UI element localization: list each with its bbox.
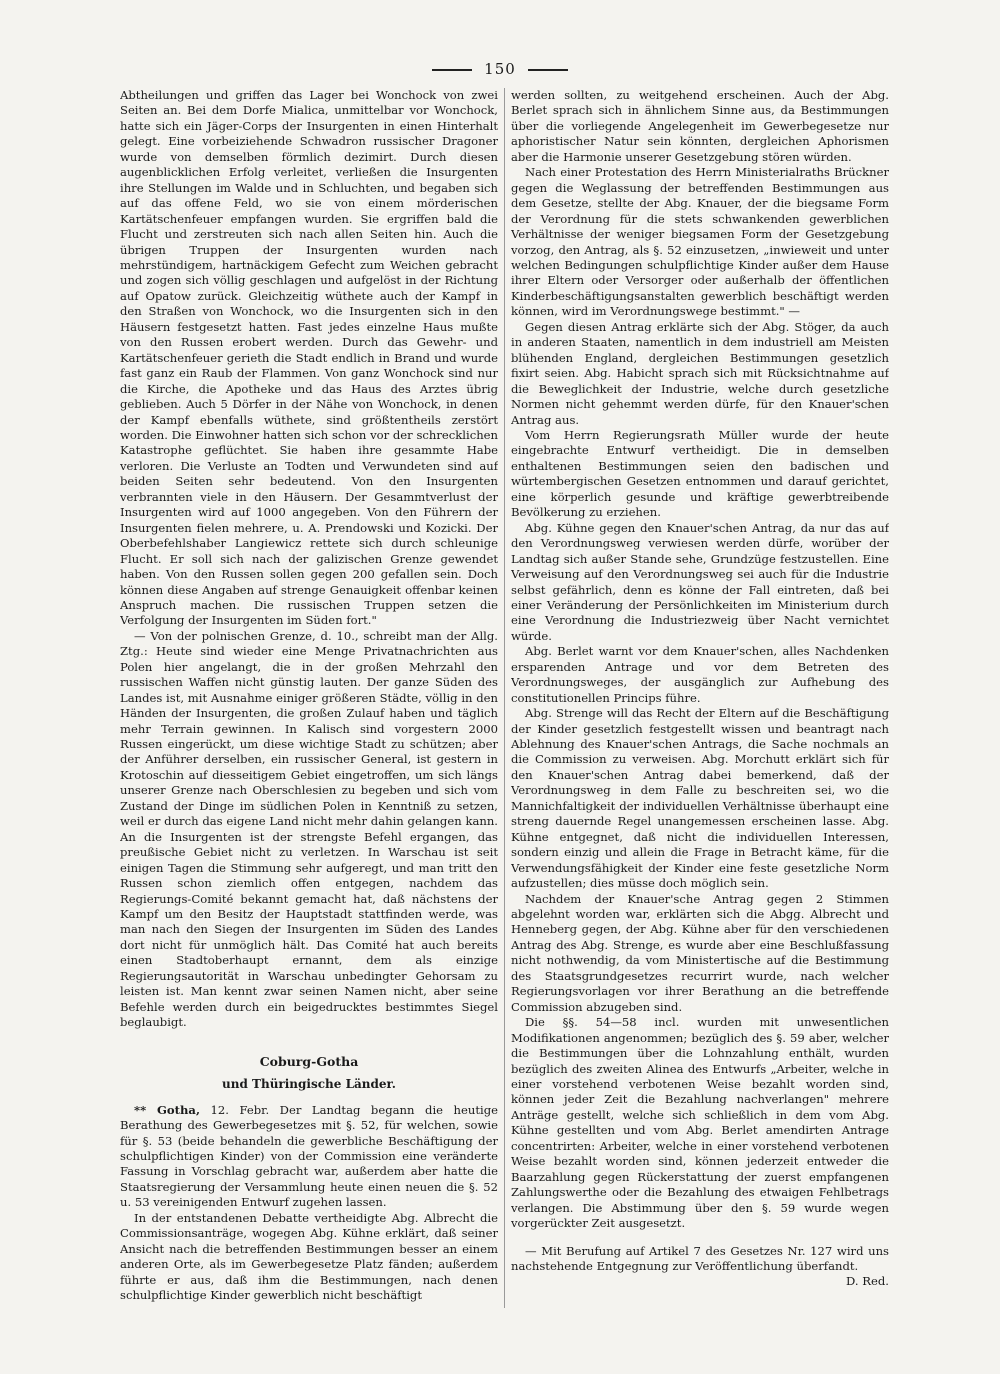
article-paragraph: In der entstandenen Debatte vertheidigte Abg. Albrecht die Commissionsanträge, wogegen Abg. Kühne erklärt, daß seiner Ansicht nach die betreffenden Bestimmungen besser an einem anderen Orte, als im Gewerbegesetze Platz fänden; außerdem führte er aus, daß ihm die Bestimmungen, nach denen schulpflichtige Kinder gewerblich nicht beschäftigt xyxy=(120,1210,498,1303)
article-paragraph: Abg. Berlet warnt vor dem Knauer'schen, alles Nachdenken ersparenden Antrage und vor dem Betreten des Verordnungsweges, der ausgänglich zur Aufhebung des constitutionellen Princips führe. xyxy=(511,644,889,705)
article-paragraph xyxy=(120,1103,498,1211)
section-heading: Coburg-Gotha xyxy=(259,1053,359,1069)
article-paragraph: Abg. Strenge will das Recht der Eltern auf die Beschäftigung der Kinder gesetzlich festgestellt wissen und beantragt nach Ablehnung des Knauer'schen Antrags, die Sache nochmals an die Commission zu verweisen. Abg. Morchutt erklärt sich für den Knauer'schen Antrag dabei bemerkend, daß der Verordnungsweg in dem Falle zu beschreiten sei, wo die Mannichfaltigkeit der individuellen Verhältnisse überhaupt eine streng dauernde Regel unangemessen erscheinen lasse. Abg. Kühne entgegnet, daß nicht die individuellen Interessen, sondern einzig und allein die Frage in Betracht käme, für die Verwendungsfähigkeit der Kinder eine feste gesetzliche Norm aufzustellen; dies müsse doch möglich sein. xyxy=(511,706,889,891)
editor-signature: D. Red. xyxy=(846,1274,889,1289)
page-number xyxy=(0,60,1000,78)
section-subheading: und Thüringische Länder. xyxy=(222,1076,396,1091)
dateline: ** Gotha, xyxy=(134,1102,200,1117)
article-paragraph: Nachdem der Knauer'sche Antrag gegen 2 Stimmen abgelehnt worden war, erklärten sich die Abgg. Albrecht und Henneberg gegen, der Abg. Kühne aber für den verschiedenen Antrag des Abg. Strenge, es wurde aber eine Beschlußfassung nicht nothwendig, da vom Ministertische auf die Bestimmung des Staatsgrundgesetzes recurrirt wurde, nach welcher Regierungsvorlagen vor ihrer Berathung an die betreffende Commission abzugeben sind. xyxy=(511,891,889,1014)
page-number-text: 150 xyxy=(484,60,516,78)
left-column xyxy=(120,88,498,1358)
article-paragraph: Abtheilungen und griffen das Lager bei Wonchock von zwei Seiten an. Bei dem Dorfe Mialica, unmittelbar vor Wonchock, hatte sich ein Jäger-Corps der Insurgenten in einen Hinterhalt gelegt. Eine vorbeiziehende Schwadron russischer Dragoner wurde von demselben förmlich dezimirt. Durch diesen augenblicklichen Erfolg verleitet, verließen die Insurgenten ihre Stellungen im Walde und in Schluchten, und begaben sich auf das offene Feld, wo sie von einem mörderischen Kartätschenfeuer empfangen wurden. Sie ergriffen bald die Flucht und zerstreuten sich nach allen Seiten hin. Auch die übrigen Truppen der Insurgenten wurden nach mehrstündigem, hartnäckigem Gefecht zum Weichen gebracht und zogen sich völlig geschlagen und aufgelöst in der Richtung auf Opatow zurück. Gleichzeitig wüthete auch der Kampf in den Straßen von Wonchock, wo die Insurgenten sich in den Häusern festgesetzt hatten. Fast jedes einzelne Haus mußte von den Russen erobert werden. Durch das Gewehr- und Kartätschenfeuer gerieth die Stadt endlich in Brand und wurde fast ganz ein Raub der Flammen. Von ganz Wonchock sind nur die Kirche, die Apotheke und das Haus des Arztes übrig geblieben. Auch 5 Dörfer in der Nähe von Wonchock, in denen der Kampf ebenfalls wüthete, sind größtentheils zerstört worden. Die Einwohner hatten sich schon vor der schrecklichen Katastrophe geflüchtet. Sie haben ihre gesammte Habe verloren. Die Verluste an Todten und Verwundeten sind auf beiden Seiten sehr bedeutend. Von den Insurgenten verbrannten viele in den Häusern. Der Gesammtverlust der Insurgenten wird auf 1000 angegeben. Von den Führern der Insurgenten fielen mehrere, u. A. Prendowski und Kozicki. Der Oberbefehlshaber Langiewicz rettete sich durch schleunige Flucht. Er soll sich nach der galizischen Grenze gewendet haben. Von den Russen sollen gegen 200 gefallen sein. Doch können diese Angaben auf strenge Genauigkeit offenbar keinen Anspruch machen. Die russischen Truppen setzen die Verfolgung der Insurgenten im Süden fort." xyxy=(120,88,498,628)
rule-left xyxy=(432,69,472,71)
article-paragraph: — Mit Berufung auf Artikel 7 des Gesetzes Nr. 127 wird uns nachstehende Entgegnung zur Veröffentlichung überfandt. xyxy=(511,1243,889,1273)
spacer xyxy=(511,1232,889,1244)
dateline-text: 12. Febr. Der Landtag begann die heutige Berathung des Gewerbegesetzes mit §. 52, für welchen, sowie für §. 53 (beide behandeln die gewerbliche Beschäftigung der schulpflichtigen Kinder) von der Commission eine veränderte Fassung in Vorschlag gebracht war, außerdem aber hatte die Staatsregierung der Versammlung heute einen neuen die §. 52 u. 53 vereinigenden Entwurf zugehen lassen. xyxy=(120,1102,498,1210)
right-column xyxy=(511,88,889,1358)
rule-right xyxy=(528,69,568,71)
article-paragraph: Vom Herrn Regierungsrath Müller wurde der heute eingebrachte Entwurf vertheidigt. Die in demselben enthaltenen Bestimmungen seien den badischen und würtembergischen Gesetzen entnommen und darauf gerichtet, eine körperlich gesunde und kräftige gewerbtreibende Bevölkerung zu erziehen. xyxy=(511,427,889,520)
article-paragraph: Abg. Kühne gegen den Knauer'schen Antrag, da nur das auf den Verordnungsweg verwiesen werden dürfe, worüber der Landtag sich außer Stande sehe, Grundzüge festzustellen. Eine Verweisung auf den Verordnungsweg sei auch für die Industrie selbst gefährlich, denn es könne der Fall eintreten, daß bei einer Veränderung der Persönlichkeiten im Ministerium durch eine Verordnung die Industriezweig über Nacht vernichtet würde. xyxy=(511,520,889,643)
column-divider xyxy=(504,88,505,1308)
article-paragraph: Gegen diesen Antrag erklärte sich der Abg. Stöger, da auch in anderen Staaten, namentlich in dem industriell am Meisten blühenden England, dergleichen Bestimmungen gesetzlich fixirt seien. Abg. Habicht sprach sich mit Rücksichtnahme auf die Beweglichkeit der Industrie, welche durch gesetzliche Normen nicht gehemmt werden dürfe, für den Knauer'schen Antrag aus. xyxy=(511,319,889,427)
article-paragraph: werden sollten, zu weitgehend erscheinen. Auch der Abg. Berlet sprach sich in ähnlichem Sinne aus, da Bestimmungen über die vorliegende Angelegenheit im Gewerbegesetze nur aphoristischer Natur sein könnten, dergleichen Aphorismen aber die Harmonie unserer Gesetzgebung stören würden. xyxy=(511,88,889,164)
article-paragraph: Nach einer Protestation des Herrn Ministerialraths Brückner gegen die Weglassung der betreffenden Bestimmungen aus dem Gesetze, stellte der Abg. Knauer, der die biegsame Form der Verordnung für die stets schwankenden gewerblichen Verhältnisse der weniger biegsamen Form der Gesetzgebung vorzog, den Antrag, als §. 52 einzusetzen, „inwieweit und unter welchen Bedingungen schulpflichtige Kinder außer dem Hause ihrer Eltern oder Versorger oder außerhalb der öffentlichen Kinderbeschäftigungsanstalten gewerblich beschäftigt werden können, wird im Verordnungswege bestimmt." — xyxy=(511,165,889,319)
article-paragraph: — Von der polnischen Grenze, d. 10., schreibt man der Allg. Ztg.: Heute sind wieder eine Menge Privatnachrichten aus Polen hier angelangt, die in der großen Mehrzahl den russischen Waffen nicht günstig lauten. Der ganze Süden des Landes ist, mit Ausnahme einiger größeren Städte, völlig in den Händen der Insurgenten, die großen Zulauf haben und täglich mehr Terrain gewinnen. In Kalisch sind vorgestern 2000 Russen eingerückt, um diese wichtige Stadt zu schützen; aber der Anführer derselben, ein russischer General, ist gestern in Krotoschin auf diesseitigem Gebiet eingetroffen, um sich längs unserer Grenze nach Oberschlesien zu begeben und sich vom Zustand der Dinge im südlichen Polen in Kenntniß zu setzen, weil er durch das eigene Land nicht mehr dahin gelangen kann. An die Insurgenten ist der strengste Befehl ergangen, das preußische Gebiet nicht zu verletzen. In Warschau ist seit einigen Tagen die Stimmung sehr aufgeregt, und man tritt den Russen schon ziemlich offen entgegen, nachdem das Regierungs-Comité bekannt gemacht hat, daß nächstens der Kampf um den Besitz der Hauptstadt stattfinden werde, was man nach den Siegen der Insurgenten im Süden des Landes dort nicht für unmöglich hält. Das Comité hat auch bereits einen Stadtoberhaupt ernannt, dem als einzige Regierungsautorität in Warschau unbedingter Gehorsam zu leisten ist. Man kennt zwar seinen Namen nicht, aber seine Befehle werden durch ein beigedrucktes bestimmtes Siegel beglaubigt. xyxy=(120,628,498,1030)
article-paragraph: Die §§. 54—58 incl. wurden mit unwesentlichen Modifikationen angenommen; bezüglich des §. 59 aber, welcher die Bestimmungen über die Lohnzahlung enthält, wurden bezüglich des zweiten Alinea des Entwurfs „Arbeiter, welche in einer vorstehend verbotenen Weise bezahlt worden sind, können jeder Zeit die Bezahlung nachverlangen" mehrere Anträge gestellt, welche sich schließlich in dem vom Abg. Kühne gestellten und vom Abg. Berlet amendirten Antrage concentrirten: Arbeiter, welche in einer vorstehend verbotenen Weise bezahlt worden sind, können jederzeit entweder die Baarzahlung gegen Rückerstattung der zuerst empfangenen Zahlungswerthe oder die Bezahlung des etwaigen Fehlbetrags verlangen. Die Abstimmung über den §. 59 wurde wegen vorgerückter Zeit ausgesetzt. xyxy=(511,1015,889,1231)
